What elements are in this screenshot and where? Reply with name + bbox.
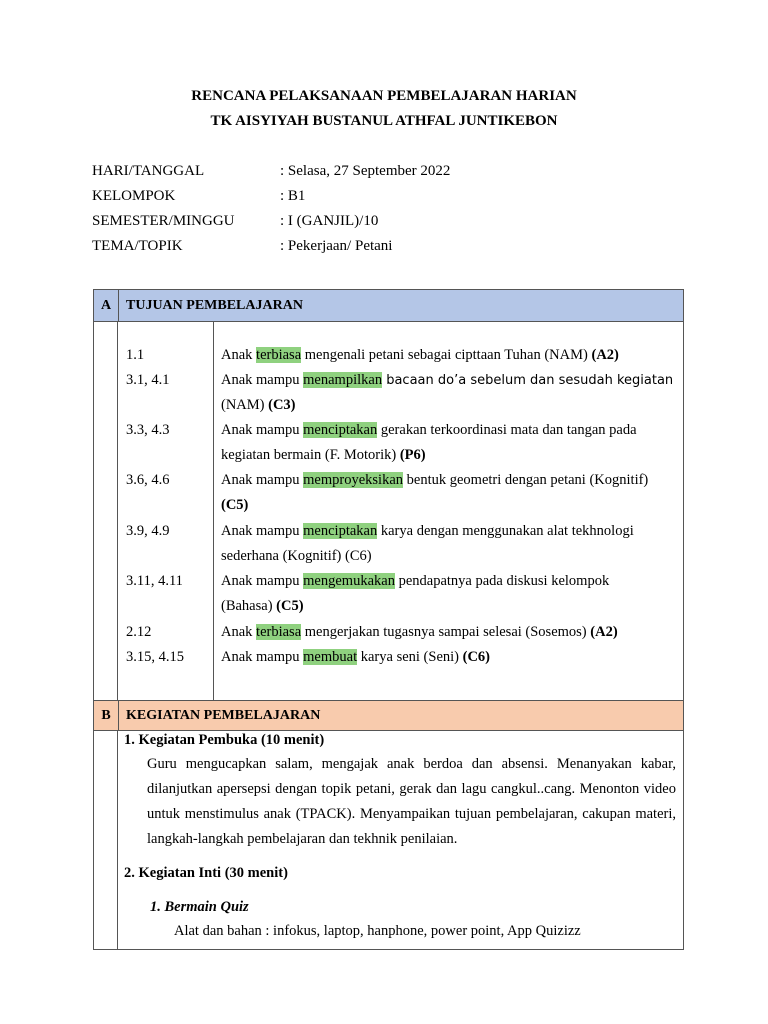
info-value: : B1 [280,188,306,204]
section-a-letter: A [94,290,119,321]
info-row-group [92,188,305,205]
objective-text: Anak mampu menciptakan gerakan terkoordinasi mata dan tangan pada [221,422,637,438]
objective-text: Anak mampu membuat karya seni (Seni) (C6) [221,649,491,665]
column-divider [213,321,214,701]
section-a-header [93,289,684,322]
info-row-theme [92,238,392,255]
section-b-title: KEGIATAN PEMBELAJARAN [126,707,321,723]
highlight-verb: membuat [303,649,358,665]
activity-opening-heading: 1. Kegiatan Pembuka (10 menit) [124,732,325,748]
objective-code: 3.3, 4.3 [126,422,170,438]
highlight-verb: terbiasa [256,624,302,640]
info-label: KELOMPOK [92,188,176,204]
activity-sub-heading: 1. Bermain Quiz [150,899,249,915]
objective-code: 3.11, 4.11 [126,573,183,589]
objective-code: 1.1 [126,347,145,363]
highlight-verb: terbiasa [256,347,302,363]
objective-code: 3.15, 4.15 [126,649,184,665]
highlight-verb: menciptakan [303,422,378,438]
highlight-verb: mengemukakan [303,573,395,589]
highlight-verb: menampilkan [303,372,383,388]
info-label: SEMESTER/MINGGU [92,213,235,229]
info-value: : Selasa, 27 September 2022 [280,163,451,179]
objective-text: Anak mampu memproyeksikan bentuk geometri dengan petani (Kognitif) [221,472,649,488]
objective-code: 3.1, 4.1 [126,372,170,388]
school-name: TK AISYIYAH BUSTANUL ATHFAL JUNTIKEBON [210,113,558,129]
objective-text: Anak terbiasa mengerjakan tugasnya sampai selesai (Sosemos) (A2) [221,624,618,640]
document-title: RENCANA PELAKSANAAN PEMBELAJARAN HARIAN [191,88,577,104]
section-a-title: TUJUAN PEMBELAJARAN [126,297,303,313]
info-value: : I (GANJIL)/10 [280,213,379,229]
info-label: HARI/TANGGAL [92,163,205,179]
section-b-header [93,700,684,731]
objective-text: Anak terbiasa mengenali petani sebagai cipttaan Tuhan (NAM) (A2) [221,347,619,363]
activity-core-heading: 2. Kegiatan Inti (30 menit) [124,865,288,881]
column-divider [117,321,118,701]
objective-code: 2.12 [126,624,152,640]
activity-tools: Alat dan bahan : infokus, laptop, hanphone, power point, App Quizizz [174,923,581,939]
highlight-verb: menciptakan [303,523,378,539]
info-value: : Pekerjaan/ Petani [280,238,393,254]
objective-text: Anak mampu mengemukakan pendapatnya pada diskusi kelompok [221,573,610,589]
objective-code: 3.6, 4.6 [126,472,170,488]
info-row-semester [92,213,378,230]
activity-opening-text: Guru mengucapkan salam, mengajak anak berdoa dan absensi. Menanyakan kabar, dilanjutkan apersepsi dengan topik petani, gerak dan lagu cangkul..cang. Menonton video untuk menstimulus anak (TPACK). Menyampaikan tujuan pembelajaran, cakupan materi, langkah-langkah pembelajaran dan tekhnik penilaian. [147,756,676,847]
objective-code: 3.9, 4.9 [126,523,170,539]
info-label: TEMA/TOPIK [92,238,183,254]
section-b-letter: B [94,701,119,730]
column-divider [117,730,118,950]
info-row-day-date [92,163,450,180]
highlight-verb: memproyeksikan [303,472,404,488]
objective-text: Anak mampu menciptakan karya dengan menggunakan alat tekhnologi [221,523,634,539]
objective-text: Anak mampu menampilkan bacaan do’a sebelum dan sesudah kegiatan [221,372,674,388]
